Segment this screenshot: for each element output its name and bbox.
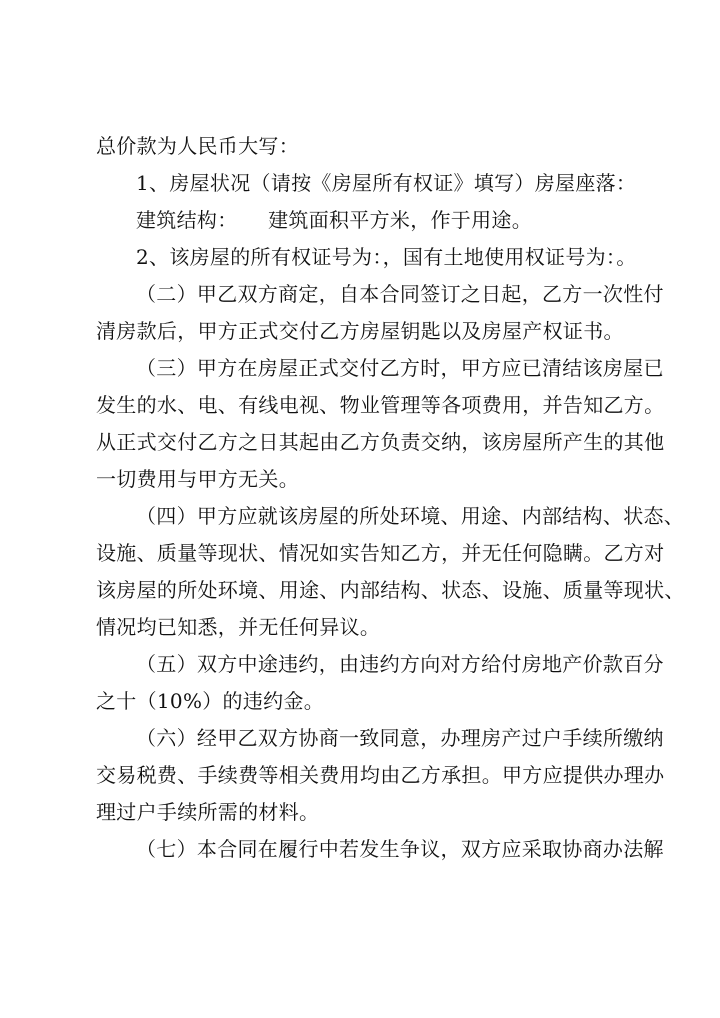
text-line: 从正式交付乙方之日其起由乙方负责交纳，该房屋所产生的其他 (96, 430, 665, 454)
text-line: 发生的水、电、有线电视、物业管理等各项费用，并告知乙方。 (96, 393, 665, 417)
text-line: （三）甲方在房屋正式交付乙方时，甲方应已清结该房屋已 (136, 356, 664, 380)
text-line: （六）经甲乙双方协商一致同意，办理房产过户手续所缴纳 (136, 726, 664, 750)
text-line: 总价款为人民币大写： (96, 134, 299, 158)
text-line: 情况均已知悉，并无任何异议。 (96, 615, 381, 639)
text-line: 1、房屋状况（请按《房屋所有权证》填写）房屋座落： (136, 171, 637, 195)
text-line: （七）本合同在履行中若发生争议，双方应采取协商办法解 (136, 837, 664, 861)
text-line: 建筑结构： 建筑面积平方米，作于用途。 (136, 208, 532, 232)
text-line: （五）双方中途违约，由违约方向对方给付房地产价款百分 (136, 652, 664, 676)
text-line: 理过户手续所需的材料。 (96, 800, 320, 824)
text-line: （二）甲乙双方商定，自本合同签订之日起，乙方一次性付 (136, 282, 664, 306)
contract-text (96, 128, 685, 868)
text-line: 交易税费、手续费等相关费用均由乙方承担。甲方应提供办理办 (96, 763, 665, 787)
text-line: 设施、质量等现状、情况如实告知乙方，并无任何隐瞒。乙方对 (96, 541, 665, 565)
text-line: 2、该房屋的所有权证号为：，国有土地使用权证号为：。 (136, 245, 637, 269)
text-line: 之十（10%）的违约金。 (96, 689, 325, 713)
text-line: （四）甲方应就该房屋的所处环境、用途、内部结构、状态、 (136, 504, 685, 528)
text-line: 清房款后，甲方正式交付乙方房屋钥匙以及房屋产权证书。 (96, 319, 624, 343)
text-line: 一切费用与甲方无关。 (96, 467, 299, 491)
text-line: 该房屋的所处环境、用途、内部结构、状态、设施、质量等现状、 (96, 578, 685, 602)
